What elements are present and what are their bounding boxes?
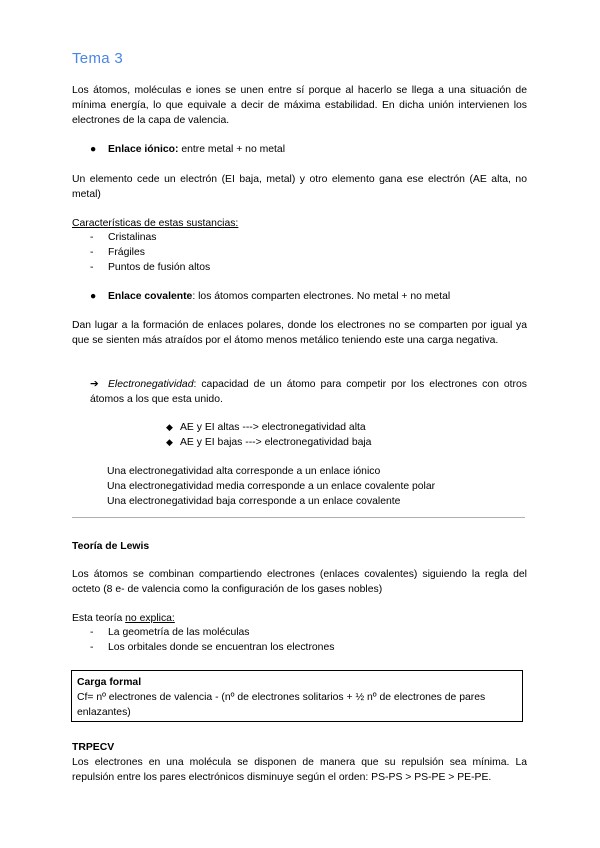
electronegativity-text: : capacidad de un átomo para competir por los electrones con otros átomos a los que esta unido.: [90, 379, 527, 405]
list-item: - La geometría de las moléculas: [90, 627, 250, 638]
page-title: Tema 3: [72, 50, 123, 67]
list-item: - Los orbitales donde se encuentran los electrones: [90, 642, 335, 653]
formal-charge-heading: Carga formal: [77, 677, 142, 688]
ionic-bond-text: entre metal + no metal: [178, 144, 286, 155]
lewis-explain: Esta teoría no explica:: [72, 613, 175, 624]
diamond-icon: ◆: [166, 422, 173, 432]
ionic-bond-item: [90, 142, 285, 157]
lewis-description: Los átomos se combinan compartiendo electrones (enlaces covalentes) siguiendo la regla del octeto (8 e- de valencia como la configuración de los gases nobles): [72, 569, 527, 595]
bullet-icon: ●: [90, 144, 97, 155]
covalent-bond-text: : los átomos comparten electrones. No metal + no metal: [192, 291, 451, 302]
electronegativity-item: [90, 377, 527, 407]
lewis-heading: Teoría de Lewis: [72, 541, 150, 552]
covalent-description: Dan lugar a la formación de enlaces polares, donde los electrones no se comparten por igual ya que se sienten más atraídos por el átomo menos metálico teniendo este una carga negativa.: [72, 320, 527, 346]
electronegativity-line: Una electronegatividad media corresponde a un enlace covalente polar: [107, 481, 436, 492]
formal-charge-formula: Cf= nº electrones de valencia - (nº de electrones solitarios + ½ nº de electrones de pares enlazantes): [77, 692, 486, 718]
arrow-icon: ➔: [90, 379, 99, 390]
bullet-icon: ●: [90, 291, 97, 302]
ionic-description: Un elemento cede un electrón (EI baja, metal) y otro elemento gana ese electrón (AE alta, no metal): [72, 174, 527, 200]
trpecv-heading: TRPECV: [72, 742, 115, 753]
horizontal-divider: [72, 517, 525, 518]
trpecv-description: Los electrones en una molécula se disponen de manera que su repulsión sea mínima. La repulsión entre los pares electrónicos disminuye según el orden: PS-PS > PS-PE > PE-PE.: [72, 757, 527, 783]
electronegativity-line: Una electronegatividad baja corresponde a un enlace covalente: [107, 496, 401, 507]
list-item: - Puntos de fusión altos: [90, 262, 211, 273]
covalent-bond-label: Enlace covalente: [108, 291, 193, 302]
list-item: - Frágiles: [90, 247, 145, 258]
characteristics-heading: Características de estas sustancias:: [72, 218, 239, 229]
list-item: ◆ AE y EI altas ---> electronegatividad alta: [166, 422, 366, 433]
ionic-bond-label: Enlace iónico:: [108, 144, 179, 155]
electronegativity-line: Una electronegatividad alta corresponde a un enlace iónico: [107, 466, 381, 477]
list-item: - Cristalinas: [90, 232, 157, 243]
diamond-icon: ◆: [166, 437, 173, 447]
intro-paragraph: Los átomos, moléculas e iones se unen entre sí porque al hacerlo se llega a una situación de mínima energía, lo que equivale a decir de máxima estabilidad. En dicha unión intervienen los electrones de la capa de valencia.: [72, 85, 527, 126]
formal-charge-box: [71, 670, 523, 722]
list-item: ◆ AE y EI bajas ---> electronegatividad baja: [166, 437, 372, 448]
covalent-bond-item: [90, 289, 450, 304]
electronegativity-label: Electronegatividad: [108, 379, 194, 390]
